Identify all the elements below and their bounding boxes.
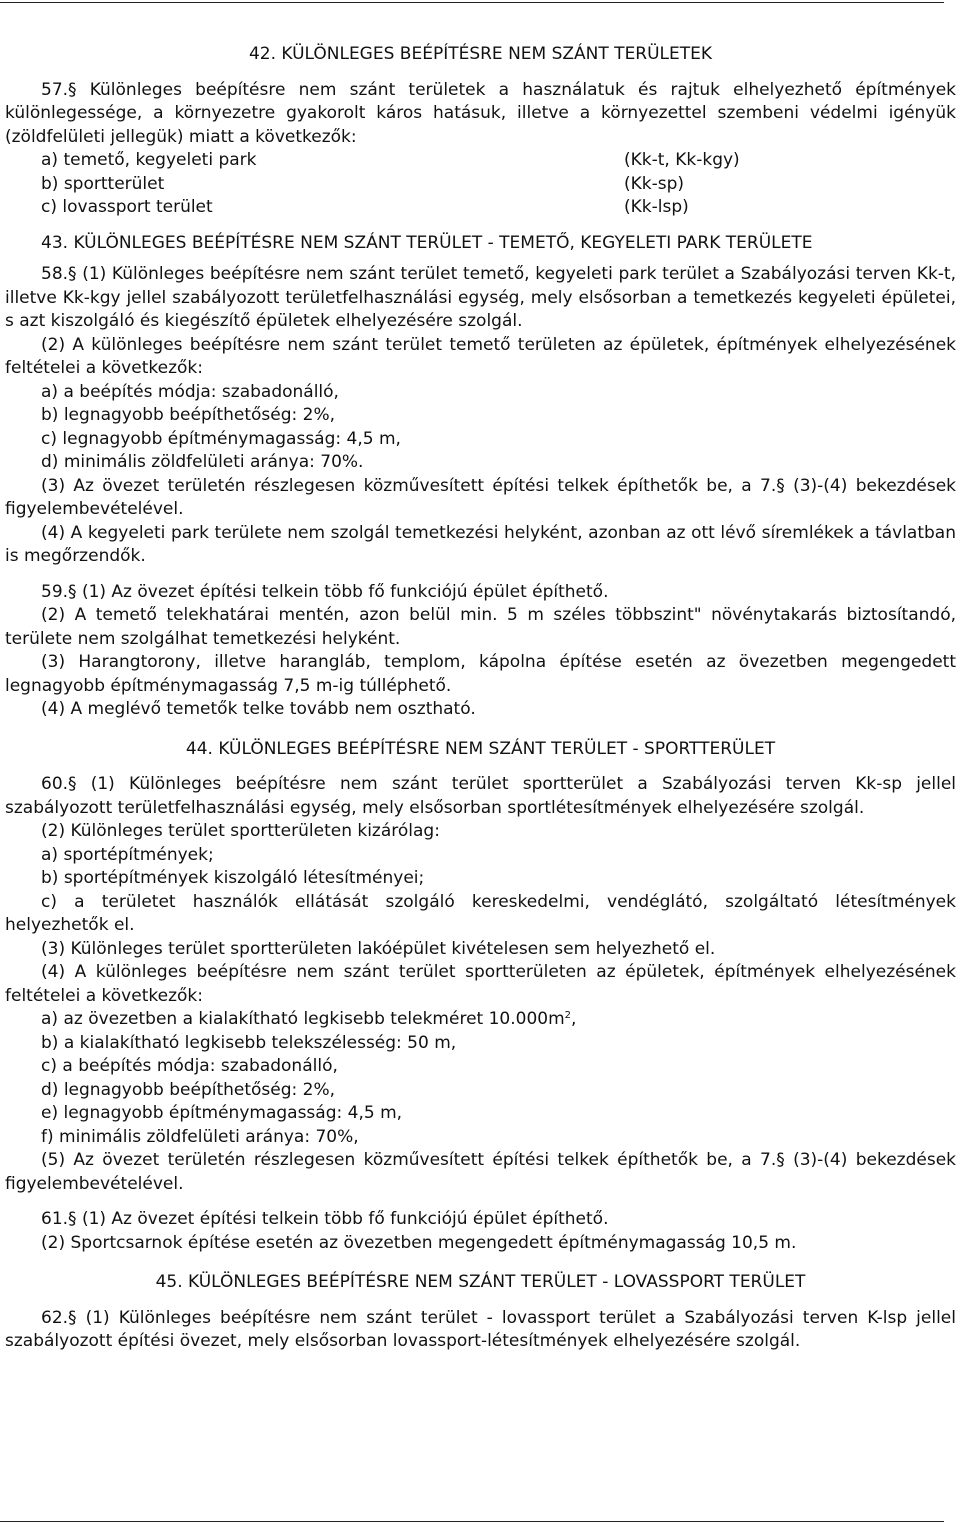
section-59-paragraph-1: 59.§ (1) Az övezet építési telkein több fő funkciójú épület építhető. (41, 581, 609, 602)
list-item: b) sportépítmények kiszolgáló létesítményei; (41, 868, 425, 888)
section-60-paragraph-1: 60.§ (1) Különleges beépítésre nem szánt terület sportterület a Szabályozási terven Kk-sp jellel szabályozott területfelhasználási egység, mely elsősorban sportlétesítmények elhelyezésére szolgál. (5, 774, 956, 818)
section-61-paragraph-1: 61.§ (1) Az övezet építési telkein több fő funkciójú épület építhető. (41, 1209, 609, 1229)
area-type-label: c) lovassport terület (41, 197, 213, 217)
list-item: e) legnagyobb építménymagasság: 4,5 m, (41, 1103, 403, 1123)
area-types-list (5, 149, 956, 220)
section-60-paragraph-2-c: c) a területet használók ellátását szolgáló kereskedelmi, vendéglátó, szolgáltató létesítmények helyezhetők el. (5, 891, 956, 935)
document-page (5, 43, 956, 1354)
list-item (5, 1008, 956, 1032)
list-item: a) sportépítmények; (41, 844, 214, 865)
section-60-paragraph-2: (2) Különleges terület sportterületen kizárólag: (41, 821, 440, 841)
area-type-label: a) temető, kegyeleti park (41, 150, 257, 170)
section-60-paragraph-3: (3) Különleges terület sportterületen lakóépület kivételesen sem helyezhető el. (41, 938, 716, 959)
list-item-suffix: , (571, 1009, 577, 1029)
chapter-43-heading: 43. KÜLÖNLEGES BEÉPÍTÉSRE NEM SZÁNT TERÜLET - TEMETŐ, KEGYELETI PARK TERÜLETE (41, 232, 813, 253)
area-type-label: b) sportterület (41, 173, 165, 194)
list-item: c) legnagyobb építménymagasság: 4,5 m, (41, 428, 401, 449)
footer-rule (0, 1521, 944, 1522)
list-item: d) minimális zöldfelületi aránya: 70%. (41, 452, 364, 472)
section-61-paragraph-2: (2) Sportcsarnok építése esetén az övezetben megengedett építménymagasság 10,5 m. (41, 1232, 797, 1253)
section-58-paragraph-1: 58.§ (1) Különleges beépítésre nem szánt terület temető, kegyeleti park terület a Szabályozási terven Kk-t, illetve Kk-kgy jellel szabályozott területfelhasználási egység, mely elsősorban a temetkezés kegyeleti épületei, s azt kiszolgáló és kiegészítő épületek elhelyezésére szolgál. (5, 264, 956, 331)
section-59-paragraph-4: (4) A meglévő temetők telke tovább nem osztható. (41, 699, 476, 719)
chapter-45-heading: 45. KÜLÖNLEGES BEÉPÍTÉSRE NEM SZÁNT TERÜLET - LOVASSPORT TERÜLET (155, 1272, 806, 1292)
section-62-paragraph-1: 62.§ (1) Különleges beépítésre nem szánt terület - lovassport terület a Szabályozási terven K-lsp jellel szabályozott építési övezet, mely elsősorban lovassport-létesítmények elhelyezésére szolgál. (5, 1307, 956, 1351)
area-type-code: (Kk-lsp) (624, 197, 689, 217)
chapter-42-heading: 42. KÜLÖNLEGES BEÉPÍTÉSRE NEM SZÁNT TERÜLETEK (248, 44, 713, 64)
section-59-paragraph-2: (2) A temető telekhatárai mentén, azon belül min. 5 m széles többszint" növénytakarás biztosítandó, területe nem szolgálhat temetkezési helyként. (5, 605, 956, 649)
list-item: b) a kialakítható legkisebb telekszélesség: 50 m, (41, 1032, 457, 1053)
area-type-code: (Kk-sp) (624, 173, 685, 194)
section-59-paragraph-3: (3) Harangtorony, illetve harangláb, templom, kápolna építése esetén az övezetben megengedett legnagyobb építménymagasság 7,5 m-ig túlléphető. (5, 652, 956, 696)
superscript: 2 (564, 1010, 572, 1021)
list-item: b) legnagyobb beépíthetőség: 2%, (41, 405, 336, 425)
header-rule (0, 2, 944, 3)
list-item: a) a beépítés módja: szabadonálló, (41, 381, 339, 402)
section-60-paragraph-5: (5) Az övezet területén részlegesen közművesített építési telkek építhetők be, a 7.§ (3)-(4) bekezdések figyelembevételével. (5, 1150, 956, 1194)
section-58-paragraph-4: (4) A kegyeleti park területe nem szolgál temetkezési helyként, azonban az ott lévő síremlékek a távlatban is megőrzendők. (5, 522, 956, 566)
list-item: d) legnagyobb beépíthetőség: 2%, (41, 1079, 336, 1100)
chapter-44-heading: 44. KÜLÖNLEGES BEÉPÍTÉSRE NEM SZÁNT TERÜLET - SPORTTERÜLET (185, 738, 776, 759)
list-item: c) a beépítés módja: szabadonálló, (41, 1056, 338, 1076)
section-60-paragraph-4: (4) A különleges beépítésre nem szánt terület sportterületen az épületek, építmények elhelyezésének feltételei a következők: (5, 962, 956, 1006)
list-item: f) minimális zöldfelületi aránya: 70%, (41, 1126, 359, 1147)
section-58-paragraph-3: (3) Az övezet területén részlegesen közművesített építési telkek építhetők be, a 7.§ (3)-(4) bekezdések figyelembevételével. (5, 475, 956, 519)
area-type-code: (Kk-t, Kk-kgy) (624, 150, 740, 170)
list-item-text: a) az övezetben a kialakítható legkisebb telekméret 10.000m (41, 1009, 565, 1029)
section-58-paragraph-2: (2) A különleges beépítésre nem szánt terület temető területen az épületek, építmények elhelyezésének feltételei a következők: (5, 334, 956, 378)
section-57-text: 57.§ Különleges beépítésre nem szánt területek a használatuk és rajtuk elhelyezhető építmények különlegessége, a környezetre gyakorolt káros hatásuk, illetve a környezettel szembeni védelmi igényük (zöldfelületi jellegük) miatt a következők: (5, 79, 956, 147)
